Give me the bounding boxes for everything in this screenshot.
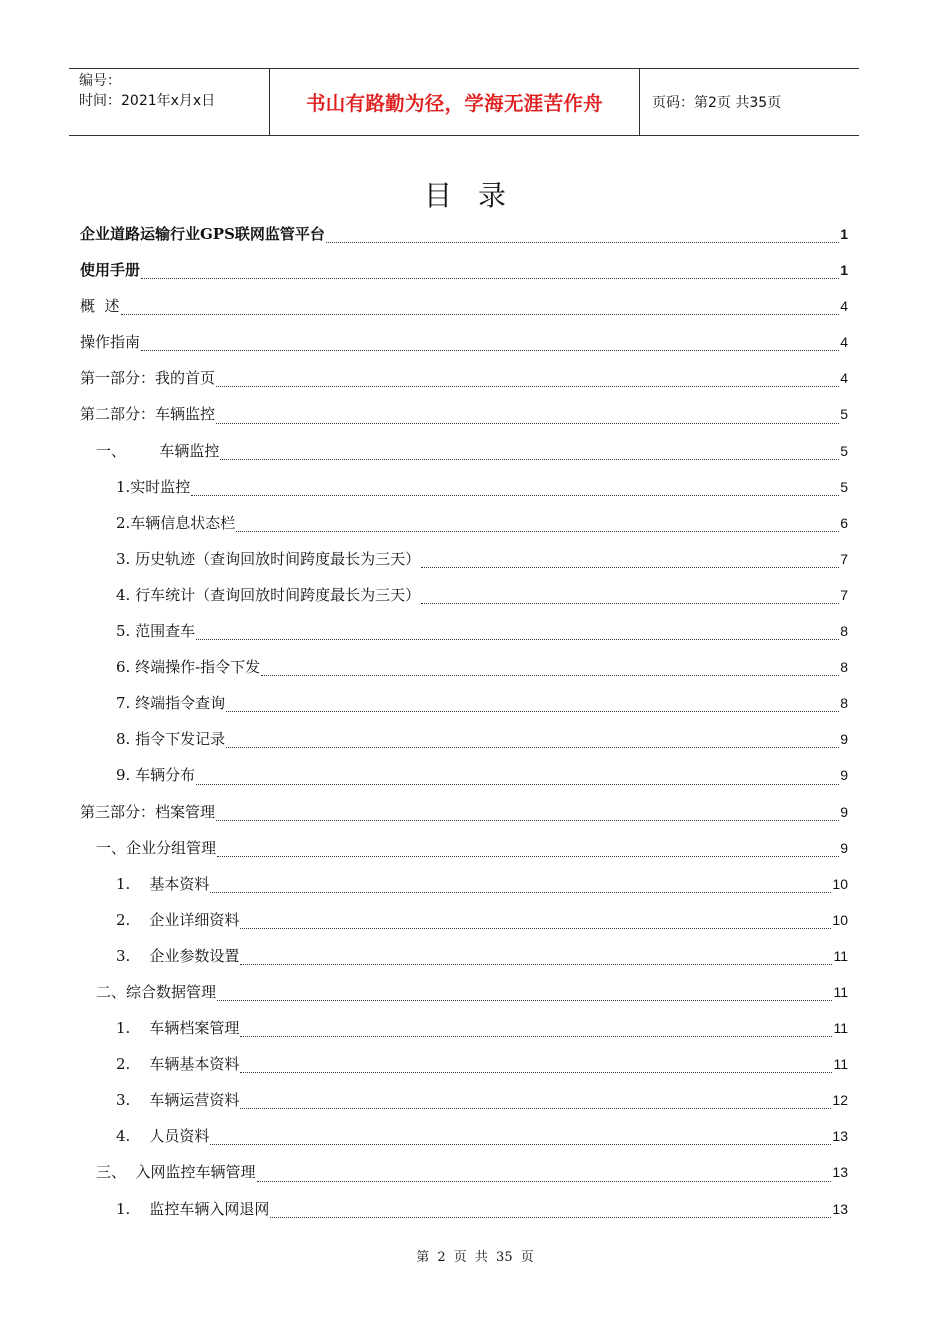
- toc-dot-leader: [210, 891, 831, 893]
- header-meta-cell: [69, 69, 270, 135]
- toc-entry-page-number: 11: [833, 1056, 848, 1073]
- toc-entry[interactable]: [80, 541, 848, 577]
- toc-dot-leader: [226, 710, 839, 712]
- toc-entry-page-number: 9: [840, 731, 848, 748]
- toc-entry[interactable]: [80, 1154, 848, 1190]
- toc-entry-label: 3. 企业参数设置: [116, 946, 240, 965]
- toc-entry-page-number: 4: [840, 370, 848, 387]
- toc-entry[interactable]: [80, 830, 848, 866]
- toc-dot-leader: [421, 566, 839, 568]
- toc-entry-label: 4. 行车统计（查询回放时间跨度最长为三天）: [116, 585, 421, 604]
- toc-entry-page-number: 8: [840, 695, 848, 712]
- toc-entry-label: 4. 人员资料: [116, 1127, 210, 1146]
- toc-entry-label: 7. 终端指令查询: [116, 694, 226, 713]
- toc-entry[interactable]: [80, 396, 848, 432]
- document-number-label: 编号：: [79, 73, 121, 89]
- toc-entry-page-number: 5: [840, 406, 848, 423]
- toc-dot-leader: [216, 385, 839, 387]
- toc-entry[interactable]: [80, 324, 848, 360]
- toc-entry[interactable]: [80, 577, 848, 613]
- toc-dot-leader: [220, 458, 839, 460]
- toc-entry[interactable]: [80, 505, 848, 541]
- document-header: [69, 68, 859, 136]
- toc-entry-label: 9. 车辆分布: [116, 766, 196, 785]
- toc-entry-page-number: 5: [840, 442, 848, 459]
- toc-entry[interactable]: [80, 1082, 848, 1118]
- toc-entry-page-number: 9: [840, 803, 848, 820]
- toc-entry-page-number: 4: [840, 298, 848, 315]
- toc-entry-label: 三、 入网监控车辆管理: [96, 1163, 256, 1182]
- toc-entry-label: 3. 车辆运营资料: [116, 1091, 240, 1110]
- toc-entry-page-number: 8: [840, 623, 848, 640]
- header-page-info: 页码：第2页 共35页: [652, 95, 782, 111]
- toc-entry-page-number: 8: [840, 659, 848, 676]
- toc-dot-leader: [261, 674, 839, 676]
- header-motto: 书山有路勤为径，学海无涯苦作舟: [305, 92, 603, 115]
- toc-dot-leader: [240, 1071, 832, 1073]
- toc-entry[interactable]: [80, 974, 848, 1010]
- toc-dot-leader: [240, 1107, 831, 1109]
- toc-entry-page-number: 12: [832, 1092, 848, 1109]
- toc-entry-page-number: 4: [840, 334, 848, 351]
- toc-entry-page-number: 7: [840, 586, 848, 603]
- toc-dot-leader: [141, 277, 839, 279]
- toc-entry[interactable]: [80, 433, 848, 469]
- toc-entry-label: 2. 企业详细资料: [116, 910, 240, 929]
- toc-entry-page-number: 11: [833, 1020, 848, 1037]
- toc-entry[interactable]: [80, 613, 848, 649]
- toc-entry[interactable]: [80, 360, 848, 396]
- toc-entry[interactable]: [80, 757, 848, 793]
- toc-entry-label: 使用手册: [80, 261, 141, 280]
- toc-dot-leader: [236, 530, 839, 532]
- toc-entry-page-number: 9: [840, 767, 848, 784]
- toc-entry[interactable]: [80, 866, 848, 902]
- toc-entry-page-number: 13: [832, 1164, 848, 1181]
- toc-entry-label: 6. 终端操作-指令下发: [116, 658, 261, 677]
- toc-entry-label: 1. 监控车辆入网退网: [116, 1199, 270, 1218]
- toc-entry[interactable]: [80, 252, 848, 288]
- toc-entry-label: 1. 基本资料: [116, 874, 210, 893]
- toc-dot-leader: [121, 313, 840, 315]
- toc-entry-label: 2. 车辆基本资料: [116, 1055, 240, 1074]
- toc-entry-page-number: 9: [840, 839, 848, 856]
- toc-entry-label: 概 述: [80, 297, 120, 316]
- toc-dot-leader: [196, 783, 839, 785]
- toc-entry[interactable]: [80, 685, 848, 721]
- toc-entry-label: 8. 指令下发记录: [116, 730, 226, 749]
- toc-entry-page-number: 5: [840, 478, 848, 495]
- toc-entry-label: 3. 历史轨迹（查询回放时间跨度最长为三天）: [116, 549, 421, 568]
- toc-entry[interactable]: [80, 649, 848, 685]
- toc-dot-leader: [240, 963, 832, 965]
- toc-entry[interactable]: [80, 216, 848, 252]
- toc-dot-leader: [196, 638, 839, 640]
- toc-dot-leader: [216, 422, 839, 424]
- toc-dot-leader: [210, 1143, 831, 1145]
- toc-entry-label: 1. 车辆档案管理: [116, 1019, 240, 1038]
- toc-entry-label: 一、 车辆监控: [96, 441, 220, 460]
- toc-entry-page-number: 7: [840, 550, 848, 567]
- toc-entry-page-number: 10: [832, 875, 848, 892]
- toc-entry-label: 第三部分：档案管理: [80, 802, 216, 821]
- header-page-cell: [640, 69, 859, 135]
- toc-dot-leader: [421, 602, 839, 604]
- toc-dot-leader: [217, 855, 839, 857]
- toc-entry-label: 企业道路运输行业GPS联网监管平台: [80, 225, 325, 243]
- toc-entry-label: 一、企业分组管理: [96, 838, 217, 857]
- toc-entry-label: 操作指南: [80, 333, 141, 352]
- toc-entry-label: 第一部分：我的首页: [80, 369, 216, 388]
- toc-entry[interactable]: [80, 938, 848, 974]
- toc-entry[interactable]: [80, 794, 848, 830]
- toc-entry[interactable]: [80, 1118, 848, 1154]
- toc-entry-page-number: 13: [832, 1200, 848, 1217]
- toc-entry[interactable]: [80, 1046, 848, 1082]
- toc-entry[interactable]: [80, 1191, 848, 1227]
- toc-entry-label: 二、综合数据管理: [96, 982, 217, 1001]
- header-motto-cell: [270, 69, 640, 135]
- toc-entry-label: 5. 范围查车: [116, 622, 196, 641]
- toc-entry-page-number: 11: [833, 983, 848, 1000]
- toc-dot-leader: [326, 241, 839, 243]
- toc-dot-leader: [240, 1035, 832, 1037]
- toc-entry[interactable]: [80, 288, 848, 324]
- toc-dot-leader: [216, 819, 839, 821]
- toc-dot-leader: [257, 1180, 832, 1182]
- toc-entry-page-number: 1: [840, 262, 848, 279]
- page-footer: 第 2 页 共 35 页: [416, 1250, 534, 1265]
- toc-dot-leader: [141, 349, 839, 351]
- toc-entry-page-number: 13: [832, 1128, 848, 1145]
- toc-entry-page-number: 6: [840, 514, 848, 531]
- toc-entry[interactable]: [80, 469, 848, 505]
- document-date: 时间：2021年x月x日: [79, 93, 216, 109]
- toc-entry-page-number: 11: [833, 947, 848, 964]
- toc-dot-leader: [191, 494, 839, 496]
- toc-dot-leader: [270, 1216, 831, 1218]
- toc-entry-label: 1.实时监控: [116, 477, 191, 496]
- toc-dot-leader: [217, 999, 832, 1001]
- toc-entry-label: 2.车辆信息状态栏: [116, 513, 236, 532]
- toc-entry-page-number: 10: [832, 911, 848, 928]
- toc-entry[interactable]: [80, 902, 848, 938]
- toc-dot-leader: [240, 927, 831, 929]
- table-of-contents: [80, 216, 848, 1227]
- toc-entry-label: 第二部分：车辆监控: [80, 405, 216, 424]
- toc-dot-leader: [226, 746, 839, 748]
- toc-title: 目录: [423, 179, 532, 212]
- toc-entry[interactable]: [80, 1010, 848, 1046]
- toc-entry-page-number: 1: [840, 226, 848, 242]
- toc-entry[interactable]: [80, 721, 848, 757]
